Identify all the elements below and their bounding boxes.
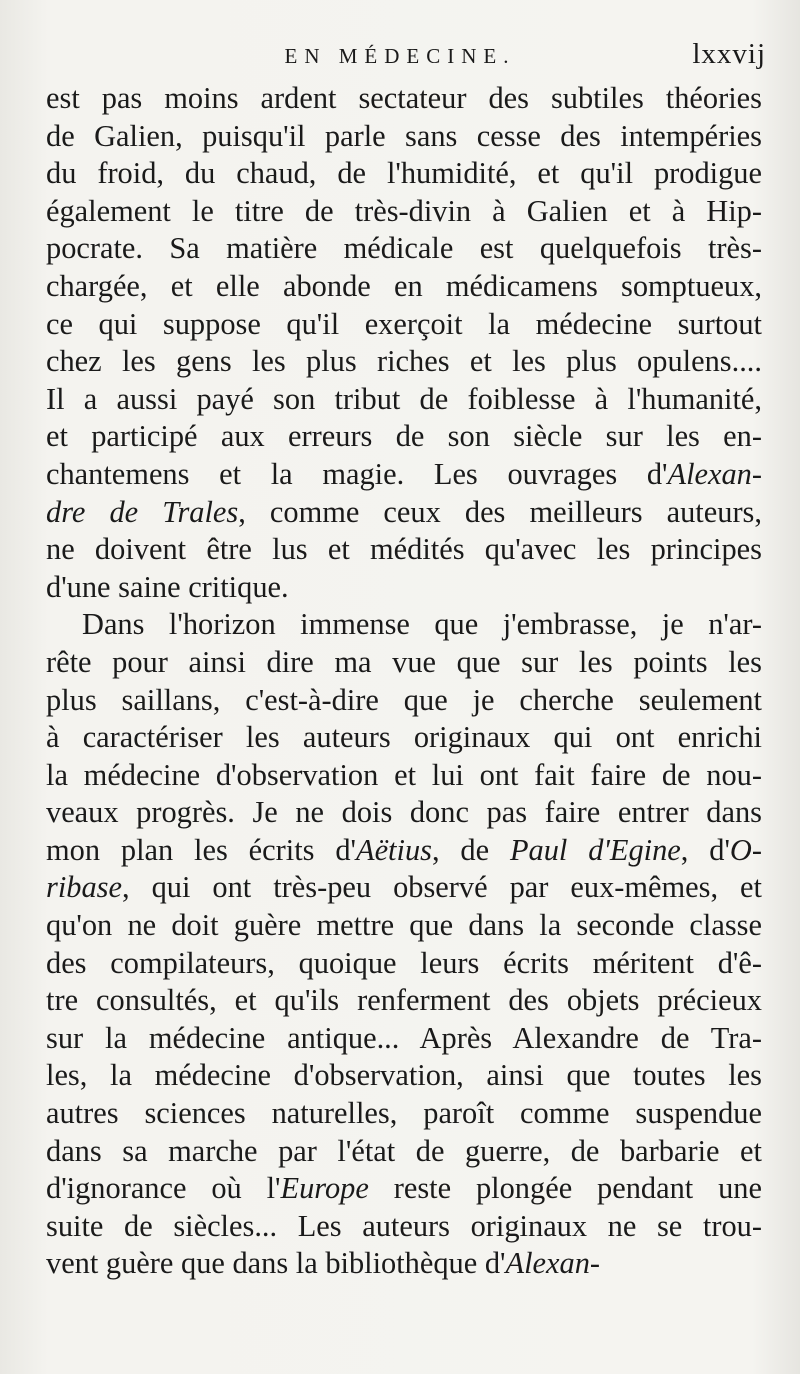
text-run: qu'on ne doit guère mettre que dans la seconde classe	[46, 908, 762, 943]
text-run: Il a aussi payé son tribut de foiblesse à l'humanité,	[46, 381, 762, 416]
text-run: est pas moins ardent sectateur des subtiles théories	[46, 81, 762, 115]
italic-text: ribase	[46, 870, 122, 905]
text-line	[46, 418, 762, 456]
text-line	[46, 381, 762, 419]
text-run: autres sciences naturelles, paroît comme suspendue	[46, 1096, 762, 1131]
text-line	[46, 456, 762, 494]
text-run: les, la médecine d'observation, ainsi que toutes les	[46, 1058, 762, 1093]
text-line	[46, 1245, 762, 1283]
text-line	[46, 1133, 762, 1171]
text-line	[46, 193, 762, 231]
text-line	[46, 494, 762, 532]
text-line	[46, 719, 762, 757]
text-run: rête pour ainsi dire ma vue que sur les points les	[46, 644, 762, 679]
text-line	[46, 644, 762, 682]
text-line	[46, 306, 762, 344]
text-line	[46, 682, 762, 720]
text-line	[46, 794, 762, 832]
text-run: d'une saine critique.	[46, 569, 289, 604]
text-run: à caractériser les auteurs originaux qui ont enrichi	[46, 720, 762, 755]
text-line	[46, 832, 762, 870]
text-line	[46, 531, 762, 569]
text-line	[46, 1170, 762, 1208]
text-line	[46, 757, 762, 795]
text-line	[46, 869, 762, 907]
text-run: des compilateurs, quoique leurs écrits méritent d'ê-	[46, 945, 762, 980]
text-run: tre consultés, et qu'ils renferment des objets précieux	[46, 983, 762, 1018]
text-run: veaux progrès. Je ne dois donc pas faire entrer dans	[46, 795, 762, 830]
page-number: lxxvij	[692, 38, 766, 70]
text-run: ne doivent être lus et médités qu'avec les principes	[46, 532, 762, 567]
text-run: pocrate. Sa matière médicale est quelquefois très-	[46, 231, 762, 266]
text-run: de Galien, puisqu'il parle sans cesse des intempéries	[46, 118, 762, 153]
text-run: , comme ceux des meilleurs auteurs,	[238, 494, 762, 529]
text-run: ce qui suppose qu'il exerçoit la médecine surtout	[46, 306, 762, 341]
running-title: EN MÉDECINE.	[284, 44, 516, 68]
text-line	[46, 569, 762, 607]
text-run: , d'	[680, 832, 730, 867]
text-run: Dans l'horizon immense que j'embrasse, je n'ar-	[82, 607, 762, 642]
text-run: et participé aux erreurs de son siècle sur les en-	[46, 419, 762, 454]
text-run: , qui ont très-peu observé par eux-mêmes, et	[121, 870, 762, 905]
text-run: chantemens et la magie. Les ouvrages d'	[46, 456, 668, 491]
text-run: reste plongée pendant une	[368, 1171, 762, 1206]
italic-text: Alexan-	[667, 456, 762, 491]
text-run: du froid, du chaud, de l'humidité, et qu'il prodigue	[46, 156, 762, 191]
text-line	[46, 1057, 762, 1095]
text-run: sur la médecine antique... Après Alexandre de Tra-	[46, 1020, 762, 1055]
text-run: suite de siècles... Les auteurs originaux ne se trou-	[46, 1208, 762, 1243]
text-line	[46, 80, 762, 118]
text-line	[46, 155, 762, 193]
text-run: dans sa marche par l'état de guerre, de barbarie et	[46, 1133, 762, 1168]
text-run: , de	[431, 832, 510, 867]
italic-text: O-	[729, 832, 762, 867]
text-run: d'ignorance où l'	[46, 1171, 281, 1206]
text-run: chargée, et elle abonde en médicamens somptueux,	[46, 268, 762, 303]
text-line	[46, 1208, 762, 1246]
paragraph-2	[46, 606, 762, 1283]
text-line	[46, 230, 762, 268]
text-line	[46, 268, 762, 306]
text-run: mon plan les écrits d'	[46, 832, 356, 867]
running-head	[0, 40, 800, 80]
text-line	[46, 1020, 762, 1058]
italic-text: Europe	[280, 1171, 369, 1206]
text-line	[46, 982, 762, 1020]
text-line	[46, 343, 762, 381]
text-run: la médecine d'observation et lui ont fait faire de nou-	[46, 757, 762, 792]
paragraph-1	[46, 80, 762, 606]
text-line	[46, 606, 762, 644]
text-line	[46, 907, 762, 945]
body-text	[46, 80, 762, 1283]
text-run: plus saillans, c'est-à-dire que je cherche seulement	[46, 682, 762, 717]
italic-text: Paul d'Egine	[509, 832, 681, 867]
text-line	[46, 1095, 762, 1133]
text-line	[46, 118, 762, 156]
text-run: vent guère que dans la bibliothèque d'	[46, 1246, 506, 1281]
text-line	[46, 945, 762, 983]
text-run: également le titre de très-divin à Galien et à Hip-	[46, 193, 762, 228]
italic-text: Alexan-	[505, 1246, 601, 1281]
italic-text: Aëtius	[356, 832, 432, 867]
text-run: chez les gens les plus riches et les plus opulens....	[46, 344, 762, 379]
italic-text: dre de Trales	[46, 494, 239, 529]
